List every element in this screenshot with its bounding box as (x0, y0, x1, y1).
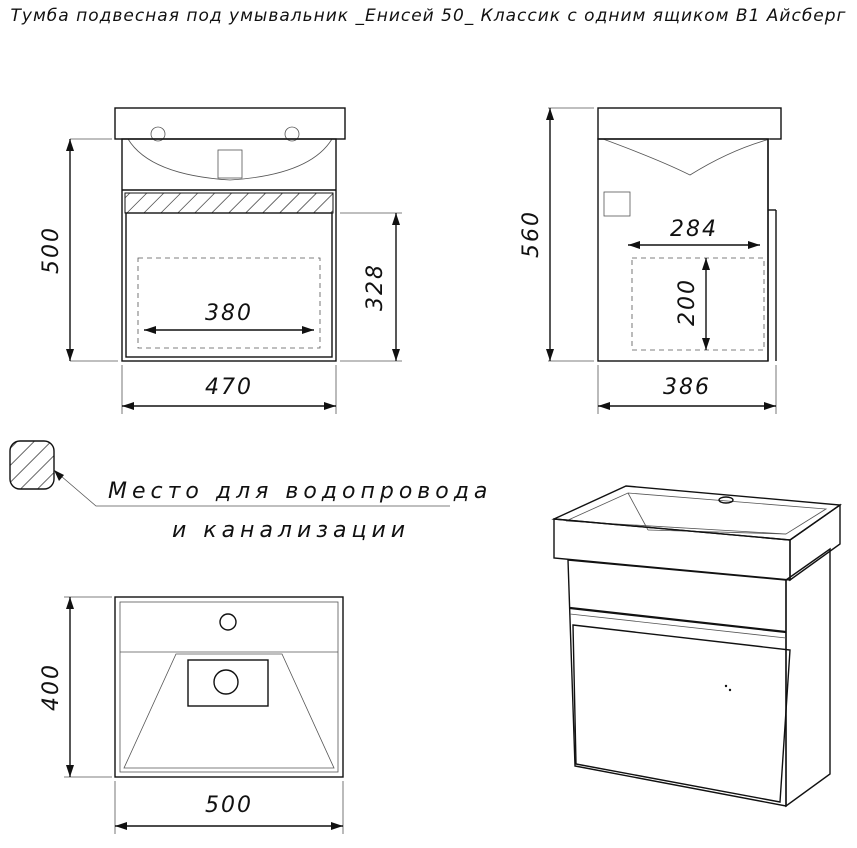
iso-basin-inner (566, 493, 826, 534)
plumbing-zone-hatch (125, 193, 333, 213)
top-outline (115, 597, 343, 777)
legend-line-1: Место для водопровода (108, 479, 493, 504)
drain-hole (214, 670, 238, 694)
drain-area (188, 660, 268, 706)
iso-cabinet-side (786, 549, 830, 806)
front-width-label: 470 (205, 375, 253, 400)
side-mount-plate (604, 192, 630, 216)
drawer-height-label: 200 (675, 278, 700, 326)
side-basin-curve (603, 139, 770, 175)
side-depth-label: 386 (663, 375, 711, 400)
drawer-front-outline (126, 213, 332, 357)
side-height-label: 560 (519, 210, 544, 258)
iso-tap-hole (719, 497, 733, 503)
legend-hatch-swatch (10, 441, 54, 489)
legend-line-2: и канализации (172, 518, 411, 543)
front-view (39, 108, 402, 414)
basin-top-outline (115, 108, 345, 139)
drawing-title: Тумба подвесная под умывальник _Енисей 50_ Классик с одним ящиком В1 Айсберг (10, 6, 847, 26)
isometric-view (554, 486, 840, 806)
side-basin-outline (598, 108, 781, 139)
front-height-label: 500 (39, 226, 64, 274)
basin-drain (218, 150, 242, 178)
basin-bowl-line (128, 139, 332, 180)
top-inner-rim (120, 602, 338, 772)
legend (10, 441, 492, 543)
top-depth-label: 400 (39, 663, 64, 711)
tap-hole (220, 614, 236, 630)
side-body-outline (598, 139, 768, 361)
depth-inner-label: 284 (670, 217, 718, 242)
top-view (39, 597, 343, 834)
iso-basin-front (554, 519, 790, 580)
iso-drawer-front (573, 625, 790, 802)
top-width-label: 500 (205, 793, 253, 818)
side-view (519, 108, 781, 414)
inner-height-label: 328 (363, 263, 388, 311)
drawer-width-label: 380 (205, 301, 253, 326)
